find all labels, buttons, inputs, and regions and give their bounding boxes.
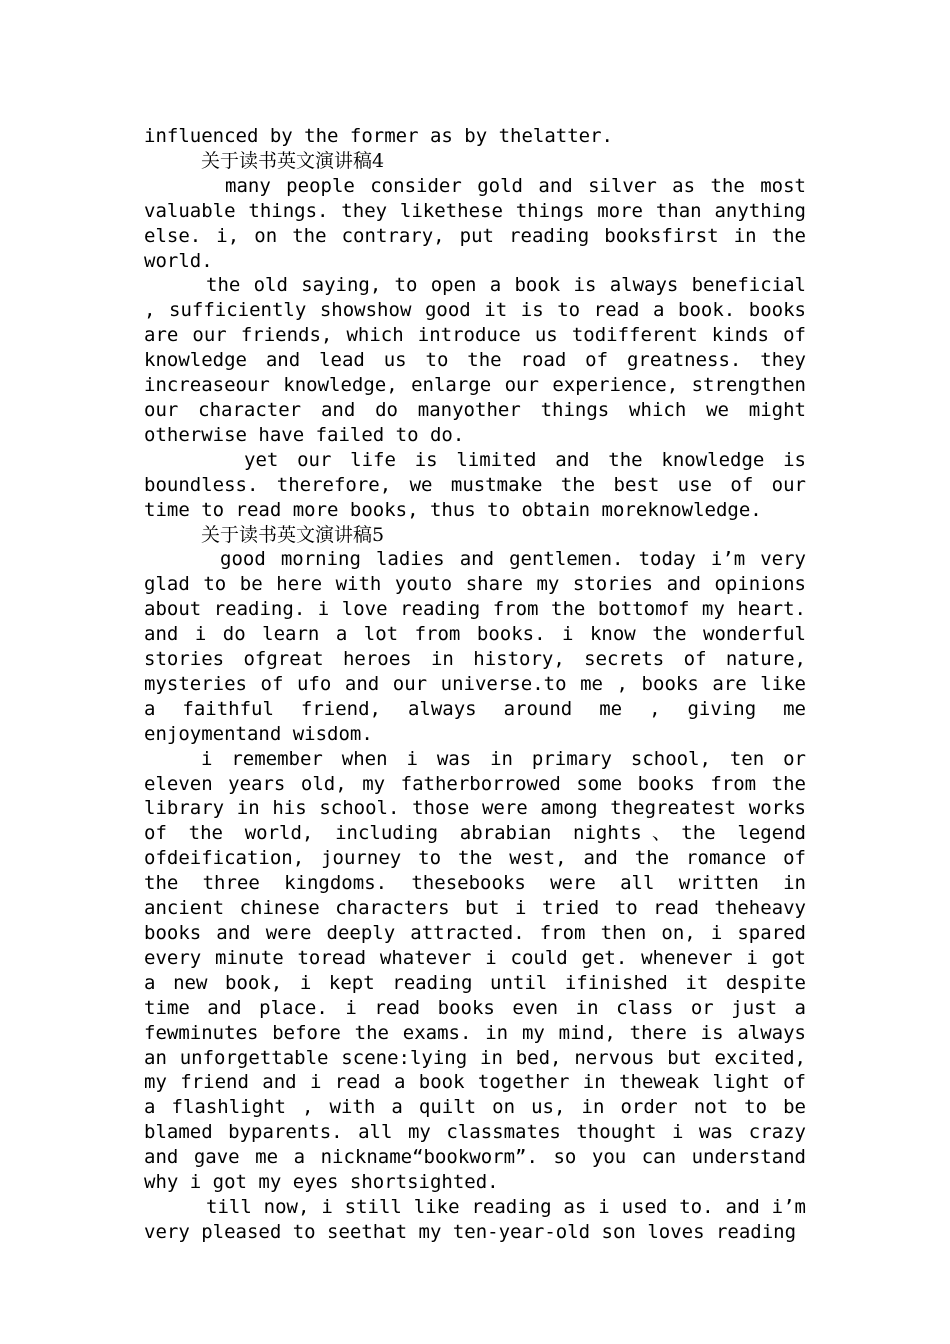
paragraph-gold-silver: many people consider gold and silver as the most valuable things. they likethese things more than anything else. i, on the contrary, put reading booksfirst in the world. [144,174,806,272]
paragraph-till-now: till now, i still like reading as i used to. and i’m very pleased to seethat my ten-year-old son loves reading [144,1195,806,1243]
paragraph-old-saying: the old saying, to open a book is always beneficial , sufficiently showshow good it is to read a book. books are our friends, which introduce us todifferent kinds of knowledge and lead us to the road of greatness. they increaseour knowledge, enlarge our experience, strengthen our character and do manyother things which we might otherwise have failed to do. [144,274,806,446]
document-page [144,124,806,1245]
section-heading-4: 关于读书英文演讲稿4 [201,149,385,172]
section-heading-5: 关于读书英文演讲稿5 [201,523,385,546]
paragraph-continuation: influenced by the former as by thelatter. [144,125,613,147]
paragraph-primary-school: i remember when i was in primary school, ten or eleven years old, my fatherborrowed some books from the library in his school. those were among thegreatest works of the world, including abrabian nights、the legend ofdeification, journey to the west, and the romance of the three kingdoms. thesebooks were all written in ancient chinese characters but i tried to read theheavy books and were deeply attracted. from then on, i spared every minute toread whatever i could get. whenever i got a new book, i kept reading until ifinished it despite time and place. i read books even in class or just a fewminutes before the exams. in my mind, there is always an unforgettable scene:lying in bed, nervous but excited, my friend and i read a book together in theweak light of a flashlight , with a quilt on us, in order not to be blamed byparents. all my classmates thought i was crazy and gave me a nickname“bookworm”. so you can understand why i got my eyes shortsighted. [144,747,806,1194]
paragraph-life-limited: yet our life is limited and the knowledge is boundless. therefore, we mustmake the best use of our time to read more books, thus to obtain moreknowledge. [144,448,806,521]
paragraph-good-morning: good morning ladies and gentlemen. today i’m very glad to be here with youto share my stories and opinions about reading. i love reading from the bottomof my heart. and i do learn a lot from books. i know the wonderful stories ofgreat heroes in history, secrets of nature, mysteries of ufo and our universe.to me , books are like a faithful friend, always around me , giving me enjoymentand wisdom. [144,548,806,745]
